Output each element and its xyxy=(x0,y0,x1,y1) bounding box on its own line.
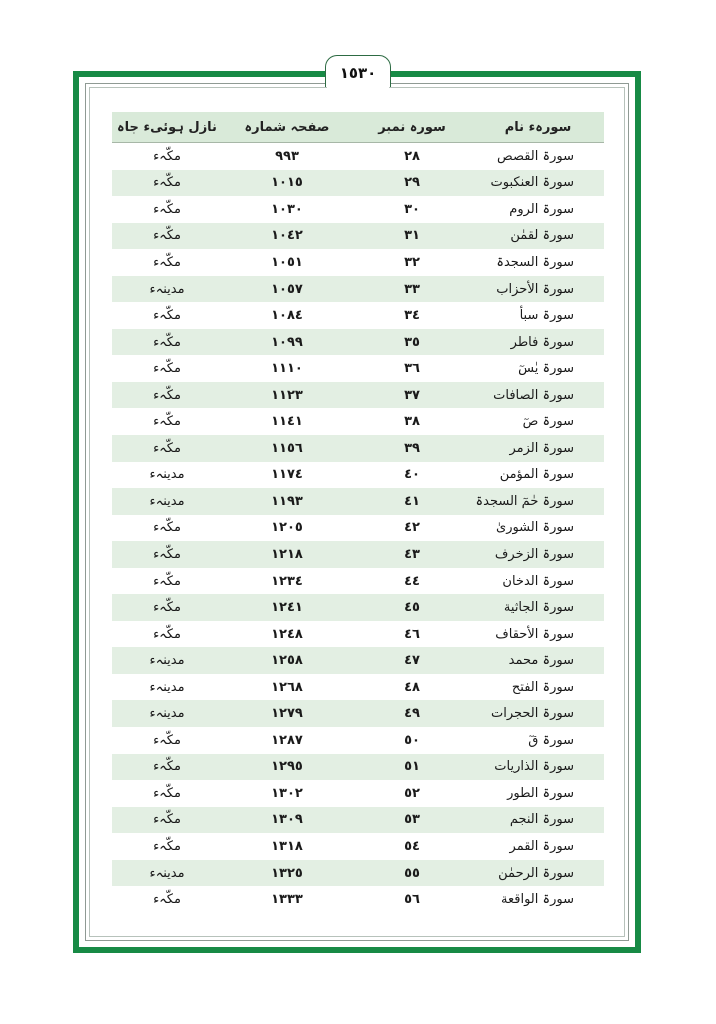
surah-number-cell: ٣٧ xyxy=(352,382,472,409)
surah-number-cell: ٣٠ xyxy=(404,201,420,217)
table-row xyxy=(112,435,604,462)
revelation-place-cell: مكّہء xyxy=(112,754,222,781)
surah-number-cell: ٥٦ xyxy=(404,892,420,908)
table-header-row xyxy=(112,112,604,143)
revelation-place-cell: مدينہء xyxy=(112,276,222,303)
surah-number-cell: ٣٢ xyxy=(404,254,420,270)
surah-name-cell: سورۃ القمر xyxy=(509,838,574,854)
page-number-cell: ١٠٤٢ xyxy=(222,223,352,250)
surah-name-cell: سورۃ الدخان xyxy=(502,573,574,589)
surah-number-cell: ٥٠ xyxy=(404,732,420,748)
revelation-place-cell: مكّہء xyxy=(112,807,222,834)
table-row xyxy=(112,382,604,409)
surah-name-cell: سورۃ القصص xyxy=(497,148,574,164)
header-surah-number: سورہ نمبر xyxy=(352,112,472,143)
table-row xyxy=(112,408,604,435)
page-number-cell: ١١٤١ xyxy=(271,414,303,430)
header-page-number: صفحہ شمارہ xyxy=(222,112,352,143)
revelation-place-cell: مكّہء xyxy=(153,148,181,164)
revelation-place-cell: مكّہء xyxy=(153,201,181,217)
revelation-place-cell: مكّہء xyxy=(112,435,222,462)
page-number-cell: ١١١٠ xyxy=(271,361,303,377)
table-row xyxy=(112,355,604,382)
surah-name-cell: سورۃ الزمر xyxy=(472,435,604,462)
table-row xyxy=(112,886,604,913)
page-number-cell: ١٣١٨ xyxy=(271,838,303,854)
surah-number-cell: ٤٦ xyxy=(404,626,420,642)
table-row xyxy=(112,143,604,170)
page-number-cell: ١١٩٣ xyxy=(222,488,352,515)
revelation-place-cell: مكّہء xyxy=(153,520,181,536)
page-number-cell: ١١٢٣ xyxy=(222,382,352,409)
surah-name-cell: سورۃ الواقعة xyxy=(501,892,574,908)
page-number-cell: ١١٥٦ xyxy=(222,435,352,462)
revelation-place-cell: مكّہء xyxy=(112,223,222,250)
table-row xyxy=(112,223,604,250)
header-revelation-place: نازل ہوئیء جاہ xyxy=(112,112,222,143)
surah-number-cell: ٤٠ xyxy=(404,467,420,483)
revelation-place-cell: مدينہء xyxy=(112,700,222,727)
table-row xyxy=(112,621,604,648)
surah-number-cell: ٣٣ xyxy=(352,276,472,303)
surah-number-cell: ٤٨ xyxy=(404,679,420,695)
page-number-cell: ١٣٠٢ xyxy=(271,785,303,801)
surah-number-cell: ٤٢ xyxy=(404,520,420,536)
table-row xyxy=(112,276,604,303)
page-number-cell: ١٢٤٨ xyxy=(271,626,303,642)
surah-name-cell: سورۃ حٰمٓ السجدۃ xyxy=(472,488,604,515)
revelation-place-cell: مدينہء xyxy=(149,679,185,695)
header-surah-name: سورہء نام xyxy=(472,112,604,143)
surah-number-cell: ٤٩ xyxy=(352,700,472,727)
surah-name-cell: سورۃ الذاريات xyxy=(472,754,604,781)
surah-name-cell: سورۃ الجاثية xyxy=(472,594,604,621)
surah-name-cell: سورۃ الروم xyxy=(509,201,574,217)
revelation-place-cell: مدينہء xyxy=(112,647,222,674)
revelation-place-cell: مكّہء xyxy=(112,329,222,356)
table-row xyxy=(112,727,604,754)
surah-name-cell: سورۃ محمد xyxy=(472,647,604,674)
surah-name-cell: سورۃ الحجرات xyxy=(472,700,604,727)
page-number-cell: ١٢٩٥ xyxy=(222,754,352,781)
surah-number-cell: ٤٧ xyxy=(352,647,472,674)
table-row xyxy=(112,329,604,356)
surah-name-cell: سورۃ الأحقاف xyxy=(495,626,574,642)
table-row xyxy=(112,807,604,834)
page-number-cell: ١٢١٨ xyxy=(222,541,352,568)
revelation-place-cell: مكّہء xyxy=(153,308,181,324)
page-number-cell: ١٢٠٥ xyxy=(271,520,303,536)
surah-name-cell: سورۃ الرحمٰن xyxy=(472,860,604,887)
surah-name-cell: سورۃ قٓ xyxy=(528,732,574,748)
page-number: ١٥٣٠ xyxy=(325,55,391,87)
table-row xyxy=(112,700,604,727)
table-row xyxy=(112,780,604,807)
surah-number-cell: ٣٨ xyxy=(404,414,420,430)
page-number-cell: ٩٩٣ xyxy=(275,148,299,164)
surah-name-cell: سورۃ الطور xyxy=(507,785,574,801)
surah-number-cell: ٥٢ xyxy=(404,785,420,801)
surah-name-cell: سورۃ الزخرف xyxy=(472,541,604,568)
surah-number-cell: ٤١ xyxy=(352,488,472,515)
revelation-place-cell: مكّہء xyxy=(153,892,181,908)
surah-number-cell: ٣٦ xyxy=(404,361,420,377)
surah-number-cell: ٤٥ xyxy=(352,594,472,621)
page-number-cell: ١٢٤١ xyxy=(222,594,352,621)
table-row xyxy=(112,647,604,674)
page-number-cell: ١٠٥٧ xyxy=(222,276,352,303)
page-number-cell: ١٠١٥ xyxy=(222,170,352,197)
surah-number-cell: ٥٤ xyxy=(404,838,420,854)
surah-name-cell: سورۃ العنكبوت xyxy=(472,170,604,197)
surah-number-cell: ٥٣ xyxy=(352,807,472,834)
revelation-place-cell: مكّہء xyxy=(112,541,222,568)
page-number-cell: ١٢٥٨ xyxy=(222,647,352,674)
page-number-cell: ١٣٠٩ xyxy=(222,807,352,834)
table-row xyxy=(112,488,604,515)
page-number-cell: ١٢٦٨ xyxy=(271,679,303,695)
surah-name-cell: سورۃ الأحزاب xyxy=(472,276,604,303)
table-row xyxy=(112,541,604,568)
surah-number-cell: ٢٨ xyxy=(404,148,420,164)
revelation-place-cell: مكّہء xyxy=(153,573,181,589)
revelation-place-cell: مدينہء xyxy=(112,488,222,515)
revelation-place-cell: مدينہء xyxy=(149,467,185,483)
table-row xyxy=(112,754,604,781)
table-row xyxy=(112,302,604,329)
revelation-place-cell: مكّہء xyxy=(112,594,222,621)
page-number-cell: ١٠٩٩ xyxy=(222,329,352,356)
revelation-place-cell: مكّہء xyxy=(153,626,181,642)
table-row xyxy=(112,170,604,197)
page-number-cell: ١٣٢٥ xyxy=(222,860,352,887)
table-row xyxy=(112,674,604,701)
surah-number-cell: ٤٤ xyxy=(404,573,420,589)
page-number-cell: ١٢٧٩ xyxy=(222,700,352,727)
surah-name-cell: سورۃ الشوریٰ xyxy=(496,520,574,536)
table-row xyxy=(112,568,604,595)
surah-name-cell: سورۃ المؤمن xyxy=(499,467,574,483)
surah-number-cell: ٣١ xyxy=(352,223,472,250)
table-row xyxy=(112,860,604,887)
table-row xyxy=(112,515,604,542)
revelation-place-cell: مكّہء xyxy=(153,254,181,270)
table-row xyxy=(112,833,604,860)
revelation-place-cell: مدينہء xyxy=(112,860,222,887)
revelation-place-cell: مكّہء xyxy=(112,382,222,409)
table-row xyxy=(112,196,604,223)
revelation-place-cell: مكّہء xyxy=(153,838,181,854)
revelation-place-cell: مكّہء xyxy=(153,414,181,430)
revelation-place-cell: مكّہء xyxy=(153,785,181,801)
surah-number-cell: ٤٣ xyxy=(352,541,472,568)
surah-name-cell: سورۃ النجم xyxy=(472,807,604,834)
revelation-place-cell: مكّہء xyxy=(153,732,181,748)
surah-number-cell: ٣٥ xyxy=(352,329,472,356)
surah-name-cell: سورۃ سبأ xyxy=(519,308,574,324)
revelation-place-cell: مكّہء xyxy=(112,170,222,197)
surah-name-cell: سورۃ فاطر xyxy=(472,329,604,356)
surah-name-cell: سورۃ الفتح xyxy=(511,679,574,695)
page-number-cell: ١٠٨٤ xyxy=(271,308,303,324)
page-number-cell: ١٣٣٣ xyxy=(271,892,303,908)
page-number-cell: ١٠٥١ xyxy=(271,254,303,270)
page-number-cell: ١٢٣٤ xyxy=(271,573,303,589)
surah-name-cell: سورۃ صٓ xyxy=(522,414,574,430)
page-number-cell: ١٠٣٠ xyxy=(271,201,303,217)
surah-number-cell: ٣٤ xyxy=(404,308,420,324)
page-number-cell: ١٢٨٧ xyxy=(271,732,303,748)
table-row xyxy=(112,462,604,489)
revelation-place-cell: مكّہء xyxy=(153,361,181,377)
table-row xyxy=(112,249,604,276)
surah-index-table xyxy=(112,112,604,913)
surah-name-cell: سورۃ لقمٰن xyxy=(472,223,604,250)
surah-number-cell: ٥١ xyxy=(352,754,472,781)
surah-name-cell: سورۃ يٰسٓ xyxy=(518,361,574,377)
surah-number-cell: ٢٩ xyxy=(352,170,472,197)
page-number-cell: ١١٧٤ xyxy=(271,467,303,483)
surah-number-cell: ٣٩ xyxy=(352,435,472,462)
table-row xyxy=(112,594,604,621)
surah-name-cell: سورۃ الصافات xyxy=(472,382,604,409)
table-body xyxy=(112,143,604,913)
surah-name-cell: سورۃ السجدۃ xyxy=(496,254,574,270)
surah-number-cell: ٥٥ xyxy=(352,860,472,887)
